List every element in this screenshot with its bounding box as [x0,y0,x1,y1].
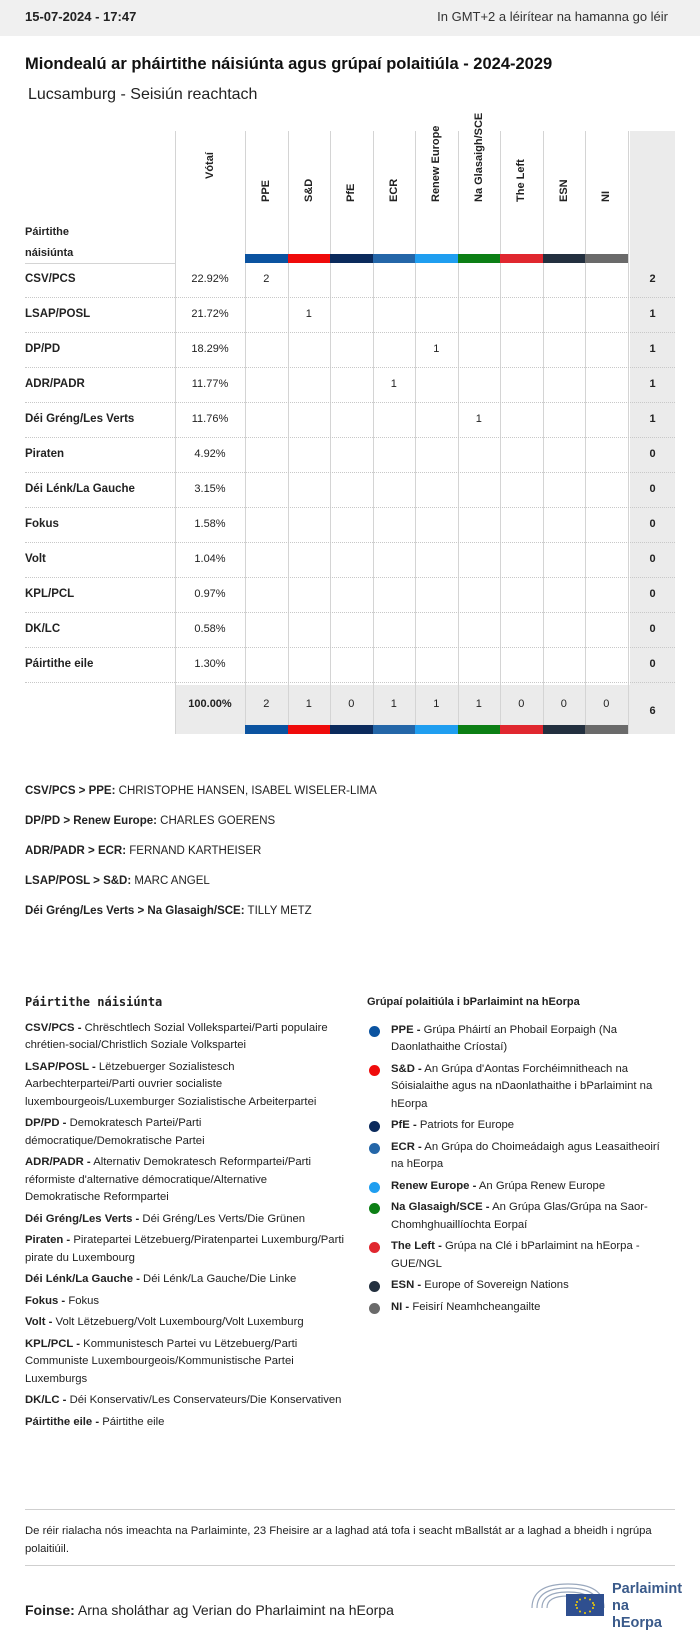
rule-note: De réir rialacha nós imeachta na Parlaiminte, 23 Fheisire ar a laghad atá tofa i seacht mBallstát ar a laghad a bheidh i ngrúpa polaitiúil. [25,1525,652,1555]
group-column-header: S&D [302,178,315,202]
national-party-entry: Volt - Volt Lëtzebuerg/Volt Luxembourg/Volt Luxemburg [25,1316,304,1328]
table-row [25,438,675,473]
vote-share: 4.92% [194,448,226,460]
national-party-entry: Déi Lénk/La Gauche - Déi Lénk/La Gauche/Die Linke [25,1273,297,1285]
group-color-bar [288,725,331,734]
political-group-entry: NI - Feisirí Neamhcheangailte [367,1299,667,1317]
vote-share: 21.72% [191,308,229,320]
political-group-entry: Na Glasaigh/SCE - An Grúpa Glas/Grúpa na Saor-Chomhghuaillíochta Eorpaí [367,1199,667,1234]
group-color-bar [373,725,416,734]
vote-share: 18.29% [191,343,229,355]
group-column-header: ESN [557,179,570,202]
group-color-dot-icon [369,1242,380,1253]
grand-total-seats: 6 [649,705,656,717]
national-party-entry: Páirtithe eile - Páirtithe eile [25,1415,165,1428]
divider [25,1565,675,1566]
group-color-bar [585,254,628,263]
vote-share: 0.97% [194,588,226,600]
political-group-entry: PPE - Grúpa Pháirtí an Phobail Eorpaigh (Na Daonlathaithe Críostaí) [367,1022,667,1057]
vote-share: 1.58% [194,518,226,530]
total-seats: 1 [649,378,656,390]
group-color-bar [373,254,416,263]
group-total: 2 [263,698,270,710]
seat-cell: 1 [475,413,482,425]
group-color-bar [543,254,586,263]
group-total: 1 [475,698,482,710]
elected-members-list [25,784,665,934]
european-parliament-logo [528,1578,683,1631]
table-row [25,473,675,508]
political-group-entry: The Left - Grúpa na Clé i bParlaimint na hEorpa - GUE/NGL [367,1238,667,1273]
totals-row [25,685,675,725]
total-seats: 1 [649,308,656,320]
vote-share: 0.58% [194,623,226,635]
timestamp: 15-07-2024 - 17:47 [25,9,137,24]
group-color-dot-icon [369,1281,380,1292]
party-name: ADR/PADR [25,378,85,390]
total-seats: 1 [649,343,656,355]
table-row [25,508,675,543]
group-column-header: PfE [345,183,358,202]
group-column-header: NI [600,191,613,202]
national-party-entry: Fokus - Fokus [25,1294,100,1307]
page-title: Miondealú ar pháirtithe náisiúnta agus grúpaí polaitiúla - 2024-2029 [25,55,553,73]
political-groups-legend [367,994,667,1320]
vote-share: 22.92% [191,273,229,285]
political-group-entry: S&D - An Grúpa d'Aontas Forchéimnitheach na Sóisialaithe agus na nDaonlathaithe i bParlaimint na hEorpa [367,1061,667,1114]
group-total: 1 [305,698,312,710]
total-seats: 0 [649,448,656,460]
party-name: CSV/PCS [25,273,76,285]
party-name: DP/PD [25,343,61,355]
total-seats: 0 [649,588,656,600]
votes-column-header: Vótaí [204,152,216,179]
group-column-header: The Left [515,159,528,202]
group-color-bar [245,725,288,734]
national-party-entry: LSAP/POSL - Lëtzebuerger Sozialistesch Aarbechterpartei/Parti ouvrier socialiste luxembourgeois/Luxemburger Sozialistische Arbeiterpartei [25,1060,317,1108]
vote-share: 1.04% [194,553,226,565]
table-row [25,368,675,403]
group-color-bar [458,254,501,263]
party-name: Piraten [25,448,64,460]
seat-cell: 1 [305,308,312,320]
national-party-entry: ADR/PADR - Alternativ Demokratesch Reformpartei/Parti réformiste d'alternative démocratique/Alternative Demokratische Reformpartei [25,1156,312,1203]
table-row [25,578,675,613]
national-party-entry: CSV/PCS - Chrëschtlech Sozial Vollekspartei/Parti populaire chrétien-social/Christlich Soziale Volkspartei [25,1021,328,1051]
national-party-entry: Déi Gréng/Les Verts - Déi Gréng/Les Verts/Die Grünen [25,1212,306,1225]
party-name: Páirtithe eile [25,658,94,670]
elected-member-line: Déi Gréng/Les Verts > Na Glasaigh/SCE: TILLY METZ [25,905,312,917]
political-groups-title: Grúpaí polaitiúla i bParlaimint na hEorpa [367,996,580,1008]
group-color-dot-icon [369,1182,380,1193]
timezone-note: In GMT+2 a léirítear na hamanna go léir [437,9,668,24]
group-color-dot-icon [369,1065,380,1076]
elected-member-line: DP/PD > Renew Europe: CHARLES GOERENS [25,815,276,827]
top-bar [0,0,700,36]
group-color-dot-icon [369,1203,380,1214]
table-row [25,543,675,578]
total-seats: 0 [649,658,656,670]
group-column-header: Renew Europe [430,125,443,202]
national-parties-legend [25,994,345,1435]
total-seats: 0 [649,623,656,635]
party-name: Fokus [25,518,59,530]
vote-share: 3.15% [194,483,226,495]
elected-member-line: CSV/PCS > PPE: CHRISTOPHE HANSEN, ISABEL WISELER-LIMA [25,785,377,797]
party-name: KPL/PCL [25,588,75,600]
national-party-entry: DP/PD - Demokratesch Partei/Parti démocratique/Demokratische Partei [25,1117,205,1147]
group-column-header: Na Glasaigh/SCE [472,112,485,202]
group-color-bar [500,725,543,734]
group-column-header: PPE [260,179,273,202]
group-color-dot-icon [369,1303,380,1314]
seat-cell: 1 [390,378,397,390]
group-total: 0 [348,698,355,710]
seat-cell: 1 [433,343,440,355]
group-total: 0 [560,698,567,710]
group-total: 1 [390,698,397,710]
total-seats: 0 [649,518,656,530]
vote-share: 11.76% [191,413,229,425]
vote-share: 1.30% [194,658,226,670]
divider [25,1509,675,1510]
source-note: Foinse: Arna sholáthar ag Verian do Pharlaimint na hEorpa [25,1602,394,1618]
parliament-emblem-icon [528,1578,610,1618]
page-subtitle: Lucsamburg - Seisiún reachtach [28,86,258,103]
group-total: 0 [603,698,610,710]
group-color-bar [415,254,458,263]
group-total: 0 [518,698,525,710]
group-color-dot-icon [369,1121,380,1132]
party-name: Volt [25,553,46,565]
vote-share: 11.77% [191,378,229,390]
group-color-dot-icon [369,1026,380,1037]
group-color-bar [415,725,458,734]
total-seats: 0 [649,553,656,565]
total-seats: 0 [649,483,656,495]
group-color-bar [585,725,628,734]
table-row [25,333,675,368]
total-votes: 100.00% [188,698,232,710]
logo-line-1: Parlaimint [612,1581,683,1597]
national-party-entry: DK/LC - Déi Konservativ/Les Conservateurs/Die Konservativen [25,1394,342,1406]
party-column-header: Páirtithe náisiúnta [25,226,74,259]
elected-member-line: LSAP/POSL > S&D: MARC ANGEL [25,875,210,887]
group-color-bar [458,725,501,734]
party-name: Déi Lénk/La Gauche [25,483,135,495]
political-group-entry: PfE - Patriots for Europe [367,1117,667,1135]
party-name: Déi Gréng/Les Verts [25,413,135,425]
national-party-entry: Piraten - Piratepartei Lëtzebuerg/Piratenpartei Luxemburg/Parti pirate du Luxembourg [25,1234,344,1264]
political-group-entry: ECR - An Grúpa do Choimeádaigh agus Leasaitheoirí na hEorpa [367,1139,667,1174]
total-seats: 1 [649,413,656,425]
group-color-bar [330,725,373,734]
national-party-entry: KPL/PCL - Kommunistesch Partei vu Lëtzebuerg/Parti Communiste Luxembourgeois/Kommunistische Partei Luxemburgs [25,1337,298,1385]
political-group-entry: ESN - Europe of Sovereign Nations [367,1277,667,1295]
party-name: DK/LC [25,623,61,635]
political-group-entry: Renew Europe - An Grúpa Renew Europe [367,1178,667,1196]
table-row [25,648,675,683]
group-color-bar [543,725,586,734]
group-color-bar [500,254,543,263]
group-column-header: ECR [387,178,400,202]
table-row [25,613,675,648]
table-row [25,403,675,438]
group-color-bar [245,254,288,263]
total-seats: 2 [649,273,656,285]
group-color-bar [288,254,331,263]
party-name: LSAP/POSL [25,308,91,320]
seat-cell: 2 [263,273,270,285]
group-color-dot-icon [369,1143,380,1154]
table-row [25,263,675,298]
elected-member-line: ADR/PADR > ECR: FERNAND KARTHEISER [25,845,262,857]
group-total: 1 [433,698,440,710]
national-parties-title: Páirtithe náisiúnta [25,995,163,1009]
logo-line-2: na hEorpa [612,1598,662,1631]
group-color-bar [330,254,373,263]
table-row [25,298,675,333]
